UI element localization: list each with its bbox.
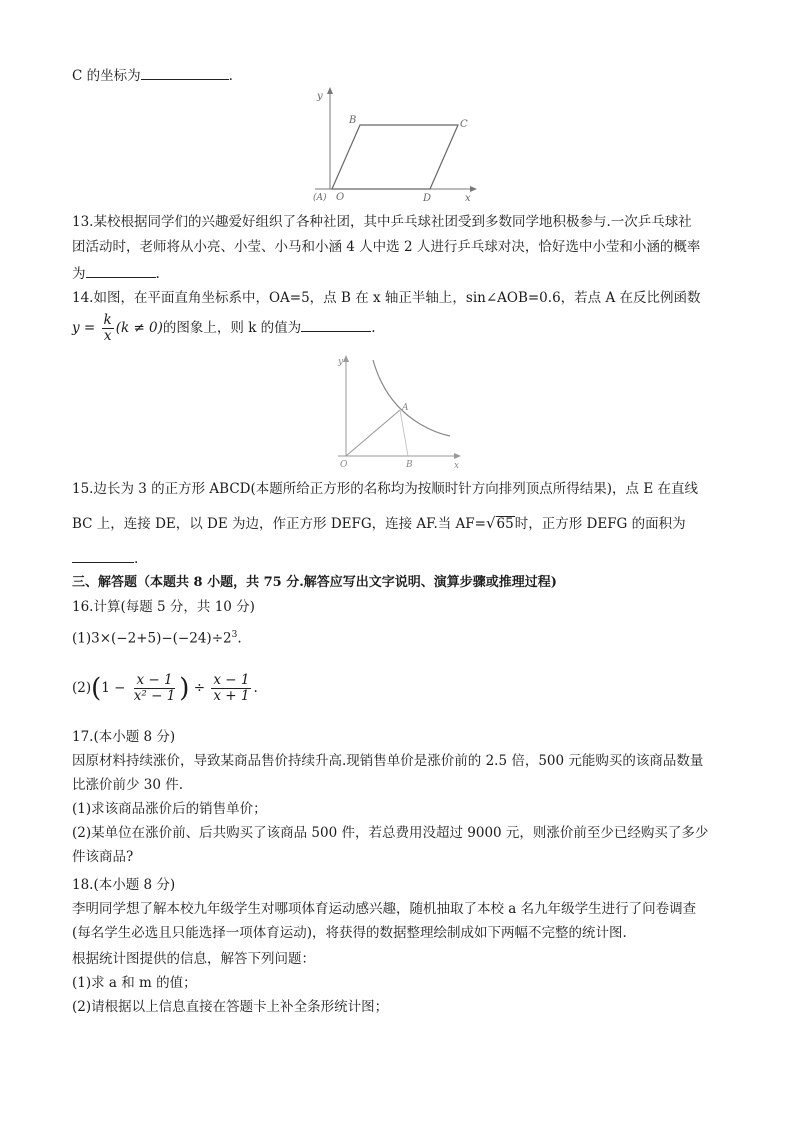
q17-line-1: 因原材料持续涨价，导致某商品售价持续升高.现销售单价是涨价前的 2.5 倍，500 元能购买的该商品数量 <box>72 753 704 769</box>
q13-line-3 <box>72 263 160 283</box>
fig2-label-y: y <box>338 357 344 367</box>
q16-p2-label: (2) <box>72 680 92 696</box>
left-paren: ( <box>91 673 102 704</box>
q14-fraction <box>102 313 114 344</box>
q16-p1-end: . <box>237 630 242 647</box>
q14-formula-lhs: y = <box>72 320 96 336</box>
sqrt-sign: √ <box>485 514 496 532</box>
fig2-label-x: x <box>454 461 460 470</box>
q13-answer-blank[interactable] <box>86 263 156 278</box>
q12-end: . <box>228 68 233 84</box>
q14-formula-cond: (k ≠ 0) <box>115 320 163 336</box>
q18-line-2: (每名学生必选且只能选择一项体育运动)，将获得的数据整理绘制成如下两幅不完整的统计图. <box>72 925 627 941</box>
q17-line-4: (2)某单位在涨价前、后共购买了该商品 500 件，若总费用没超过 9000 元，则涨价前至少已经购买了多少 <box>72 825 709 841</box>
q15-end: . <box>134 551 139 567</box>
q16-part-1 <box>72 626 242 648</box>
parallelogram-OBCD <box>332 125 458 189</box>
q14-fraction-num: k <box>103 312 112 328</box>
inverse-function-figure <box>330 352 465 470</box>
q16-p2-one: 1 − <box>101 680 126 696</box>
q14-suffix: 的图象上，则 k 的值为 <box>162 320 302 336</box>
q16-p2-fraction-2 <box>211 673 251 704</box>
fig1-label-O: O <box>336 192 345 203</box>
q16-p2-f2-den: x + 1 <box>213 688 250 704</box>
q16-p2-f1-num: x − 1 <box>136 672 173 688</box>
q15-line-3 <box>72 548 138 568</box>
q16-head: 16.计算(每题 5 分，共 10 分) <box>72 599 255 615</box>
q14-line-1: 14.如图，在平面直角坐标系中，OA=5，点 B 在 x 轴正半轴上，sin∠AOB=0.6，若点 A 在反比例函数 <box>72 290 701 306</box>
q17-line-3: (1)求该商品涨价后的销售单价； <box>72 801 267 817</box>
fig1-label-D: D <box>423 193 432 203</box>
segment-AB <box>400 410 408 456</box>
q14-answer-blank[interactable] <box>301 317 371 332</box>
section-3-title: 三、解答题（本题共 8 小题，共 75 分.解答应写出文字说明、演算步骤或推理过程) <box>72 575 557 590</box>
q12-text: C 的坐标为 <box>72 68 141 84</box>
hyperbola-curve <box>373 360 450 436</box>
q16-p2-end: . <box>253 680 258 696</box>
q15-line-2b: 时，正方形 DEFG 的面积为 <box>514 516 686 532</box>
q13-prefix: 为 <box>72 266 86 282</box>
q16-p2-div: ÷ <box>193 680 206 696</box>
fig1-x-arrow <box>470 186 477 192</box>
fig2-x-arrow <box>454 453 461 459</box>
fig1-label-B: B <box>349 115 357 126</box>
q16-p2-f1-den: x² − 1 <box>133 688 176 704</box>
q17-line-2: 比涨价前少 30 件. <box>72 777 184 793</box>
fig1-label-A: (A) <box>313 193 327 203</box>
q18-line-5: (2)请根据以上信息直接在答题卡上补全条形统计图； <box>72 999 389 1015</box>
q16-p1-exponent: 3 <box>231 630 238 640</box>
q15-answer-blank[interactable] <box>72 548 134 563</box>
q18-line-4: (1)求 a 和 m 的值； <box>72 975 197 991</box>
q14-line-2 <box>72 313 375 344</box>
segment-OA <box>346 410 400 456</box>
q14-end: . <box>371 320 376 336</box>
fig2-y-arrow <box>343 355 349 362</box>
q13-line-2: 团活动时，老师将从小亮、小莹、小马和小涵 4 人中选 2 人进行乒乓球对决，恰好选中小莹和小涵的概率 <box>72 239 701 255</box>
parallelogram-figure <box>305 85 480 203</box>
q13-end: . <box>155 266 160 282</box>
q18-head: 18.(本小题 8 分) <box>72 877 176 893</box>
fig1-y-arrow <box>327 87 333 94</box>
q16-p2-f2-num: x − 1 <box>213 672 250 688</box>
q16-part-2 <box>72 672 258 705</box>
q15-line-2a: BC 上，连接 DE，以 DE 为边，作正方形 DEFG，连接 AF.当 AF= <box>72 516 486 532</box>
right-paren: ) <box>179 673 190 704</box>
q15-sqrt-value: 65 <box>496 516 514 532</box>
q14-fraction-den: x <box>103 328 112 344</box>
fig2-label-O: O <box>340 460 348 470</box>
fig1-label-C: C <box>460 119 468 130</box>
q17-line-5: 件该商品? <box>72 849 134 865</box>
q15-line-1: 15.边长为 3 的正方形 ABCD(本题所给正方形的名称均为按顺时针方向排列顶点所得结果)，点 E 在直线 <box>72 481 698 497</box>
fig2-label-A: A <box>402 403 409 413</box>
q15-line-2 <box>72 514 686 533</box>
fig1-label-x: x <box>465 193 471 203</box>
q16-p1-expr: (1)3×(−2+5)−(−24)÷2 <box>72 630 232 647</box>
q12-answer-line <box>72 65 233 85</box>
q18-line-1: 李明同学想了解本校九年级学生对哪项体育运动感兴趣，随机抽取了本校 a 名九年级学生进行了问卷调查 <box>72 901 697 917</box>
q13-line-1: 13.某校根据同学们的兴趣爱好组织了各种社团，其中乒乓球社团受到多数同学地积极参与.一次乒乓球社 <box>72 214 692 230</box>
q12-answer-blank[interactable] <box>141 65 229 80</box>
q16-p2-fraction-1 <box>132 673 178 704</box>
fig2-label-B: B <box>406 460 413 470</box>
fig1-label-y: y <box>317 91 323 102</box>
q17-head: 17.(本小题 8 分) <box>72 729 176 745</box>
q18-line-3: 根据统计图提供的信息，解答下列问题： <box>72 951 315 967</box>
